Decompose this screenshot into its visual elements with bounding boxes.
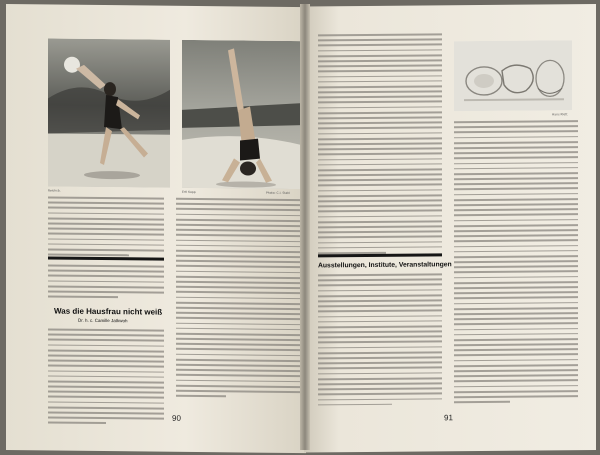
photo-handstand <box>182 40 302 189</box>
section-text <box>318 273 442 409</box>
left-page-number: 90 <box>172 413 181 423</box>
left-page <box>6 4 306 453</box>
left-column-text-c <box>48 328 164 428</box>
right-top-column-text <box>318 33 442 257</box>
photo2-caption: Ertl Kapp <box>182 189 196 194</box>
photo1-caption: Reichsb. <box>48 188 61 193</box>
left-column-text-b <box>48 264 164 302</box>
section-title: Ausstellungen, Institute, Veranstaltungen <box>318 261 452 270</box>
photo2-credit: Photo: C.I. Stahl <box>266 190 291 195</box>
section-rule <box>318 253 442 257</box>
right-column-text-a <box>454 120 578 406</box>
photo-ball-thrower <box>48 38 170 187</box>
left-divider <box>48 256 164 260</box>
right-page-number: 91 <box>444 413 453 423</box>
right-column-text-left-page <box>176 198 300 402</box>
article-author: Dr. h. c. Camille Jatkwoh <box>78 317 128 324</box>
left-column-text-a <box>48 196 164 259</box>
article-title: Was die Hausfrau nicht weiß <box>54 306 163 317</box>
spine-gutter <box>300 4 310 450</box>
glassware-caption: Hans Klett <box>552 112 568 117</box>
photo-glassware <box>454 40 572 111</box>
magazine-spread <box>6 4 596 450</box>
right-page <box>304 4 596 453</box>
